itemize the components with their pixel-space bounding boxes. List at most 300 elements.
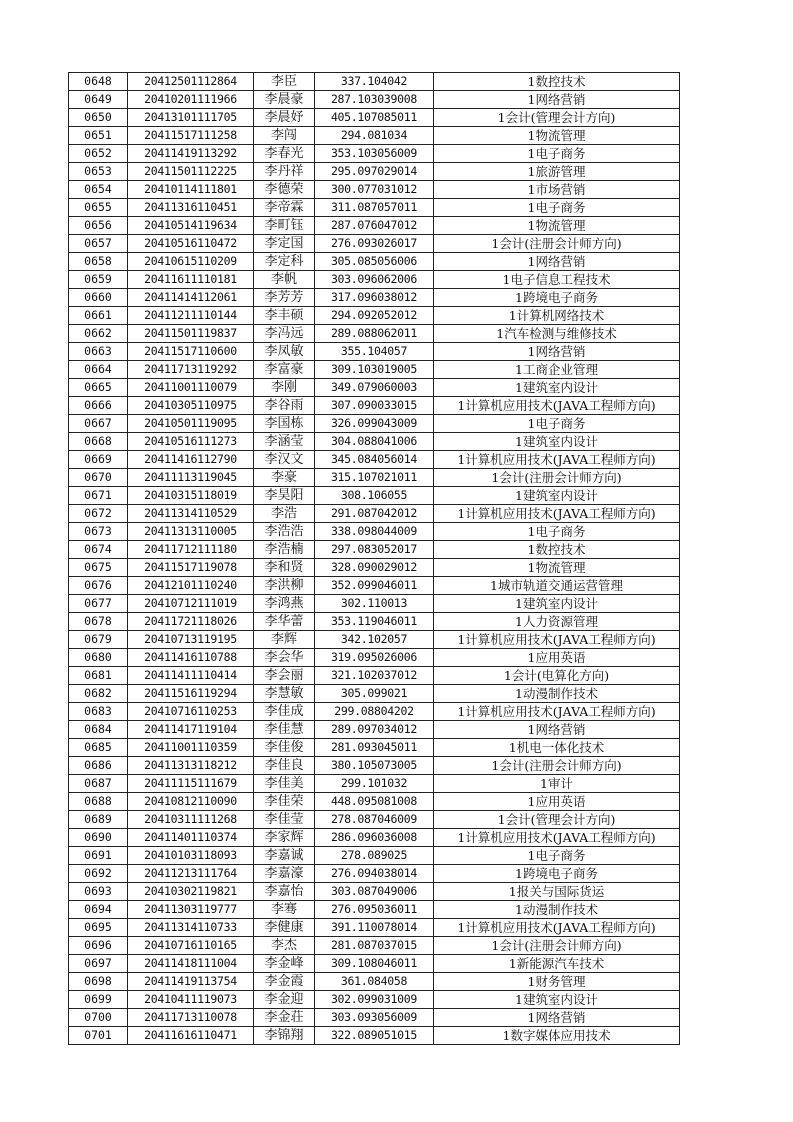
major-cell: 1电子商务 [434, 847, 680, 865]
row-number-cell: 0665 [69, 379, 128, 397]
candidate-id-cell: 20410812110090 [128, 793, 254, 811]
student-name-cell: 李嘉诚 [254, 847, 315, 865]
row-number-cell: 0690 [69, 829, 128, 847]
score-cell: 295.097029014 [315, 163, 434, 181]
row-number-cell: 0691 [69, 847, 128, 865]
candidate-id-cell: 20411113119045 [128, 469, 254, 487]
student-name-cell: 李丹祥 [254, 163, 315, 181]
student-name-cell: 李富豪 [254, 361, 315, 379]
major-cell: 1物流管理 [434, 559, 680, 577]
score-cell: 276.094038014 [315, 865, 434, 883]
student-name-cell: 李町钰 [254, 217, 315, 235]
row-number-cell: 0659 [69, 271, 128, 289]
student-name-cell: 李帆 [254, 271, 315, 289]
row-number-cell: 0701 [69, 1027, 128, 1045]
student-name-cell: 李臣 [254, 73, 315, 91]
row-number-cell: 0687 [69, 775, 128, 793]
major-cell: 1建筑室内设计 [434, 433, 680, 451]
row-number-cell: 0686 [69, 757, 128, 775]
row-number-cell: 0662 [69, 325, 128, 343]
score-cell: 278.089025 [315, 847, 434, 865]
candidate-id-cell: 20410716110165 [128, 937, 254, 955]
student-name-cell: 李春光 [254, 145, 315, 163]
row-number-cell: 0696 [69, 937, 128, 955]
major-cell: 1会计(管理会计方向) [434, 811, 680, 829]
candidate-id-cell: 20411501112225 [128, 163, 254, 181]
row-number-cell: 0666 [69, 397, 128, 415]
table-row [69, 91, 680, 109]
row-number-cell: 0674 [69, 541, 128, 559]
candidate-id-cell: 20410114111801 [128, 181, 254, 199]
student-name-cell: 李鸿燕 [254, 595, 315, 613]
student-name-cell: 李丰硕 [254, 307, 315, 325]
major-cell: 1电子商务 [434, 415, 680, 433]
table-row [69, 559, 680, 577]
candidate-id-cell: 20411517119078 [128, 559, 254, 577]
table-row [69, 451, 680, 469]
student-name-cell: 李浩 [254, 505, 315, 523]
row-number-cell: 0692 [69, 865, 128, 883]
score-cell: 302.099031009 [315, 991, 434, 1009]
table-row [69, 325, 680, 343]
table-row [69, 721, 680, 739]
table-row [69, 145, 680, 163]
table-row [69, 505, 680, 523]
major-cell: 1应用英语 [434, 649, 680, 667]
student-name-cell: 李谷雨 [254, 397, 315, 415]
student-name-cell: 李德荣 [254, 181, 315, 199]
table-row [69, 415, 680, 433]
table-row [69, 739, 680, 757]
candidate-id-cell: 20412101110240 [128, 577, 254, 595]
table-row [69, 577, 680, 595]
row-number-cell: 0651 [69, 127, 128, 145]
score-cell: 338.098044009 [315, 523, 434, 541]
major-cell: 1新能源汽车技术 [434, 955, 680, 973]
major-cell: 1会计(注册会计师方向) [434, 757, 680, 775]
table-row [69, 865, 680, 883]
candidate-id-cell: 20410501119095 [128, 415, 254, 433]
candidate-id-cell: 20410103118093 [128, 847, 254, 865]
score-cell: 294.092052012 [315, 307, 434, 325]
table-row [69, 775, 680, 793]
table-row [69, 523, 680, 541]
row-number-cell: 0658 [69, 253, 128, 271]
major-cell: 1网络营销 [434, 721, 680, 739]
score-cell: 281.093045011 [315, 739, 434, 757]
student-name-cell: 李佳荣 [254, 793, 315, 811]
major-cell: 1会计(管理会计方向) [434, 109, 680, 127]
candidate-id-cell: 20410311111268 [128, 811, 254, 829]
score-cell: 305.099021 [315, 685, 434, 703]
student-name-cell: 李豪 [254, 469, 315, 487]
row-number-cell: 0655 [69, 199, 128, 217]
candidate-id-cell: 20411401110374 [128, 829, 254, 847]
row-number-cell: 0678 [69, 613, 128, 631]
candidate-id-cell: 20411001110079 [128, 379, 254, 397]
table-row [69, 595, 680, 613]
score-cell: 304.088041006 [315, 433, 434, 451]
student-name-cell: 李定国 [254, 235, 315, 253]
student-name-cell: 李金霞 [254, 973, 315, 991]
student-name-cell: 李浩楠 [254, 541, 315, 559]
candidate-id-cell: 20411211110144 [128, 307, 254, 325]
major-cell: 1跨境电子商务 [434, 289, 680, 307]
score-cell: 353.103056009 [315, 145, 434, 163]
student-name-cell: 李和贤 [254, 559, 315, 577]
table-body [69, 73, 680, 1045]
row-number-cell: 0685 [69, 739, 128, 757]
candidate-id-cell: 20411517111258 [128, 127, 254, 145]
score-cell: 309.108046011 [315, 955, 434, 973]
score-cell: 286.096036008 [315, 829, 434, 847]
row-number-cell: 0654 [69, 181, 128, 199]
major-cell: 1会计(注册会计师方向) [434, 469, 680, 487]
candidate-id-cell: 20413101111705 [128, 109, 254, 127]
student-name-cell: 李凤敏 [254, 343, 315, 361]
table-row [69, 883, 680, 901]
student-name-cell: 李嘉怡 [254, 883, 315, 901]
score-cell: 281.087037015 [315, 937, 434, 955]
score-cell: 303.093056009 [315, 1009, 434, 1027]
student-name-cell: 李晨豪 [254, 91, 315, 109]
row-number-cell: 0699 [69, 991, 128, 1009]
table-row [69, 955, 680, 973]
table-row [69, 73, 680, 91]
major-cell: 1计算机应用技术(JAVA工程师方向) [434, 703, 680, 721]
candidate-id-cell: 20410516111273 [128, 433, 254, 451]
table-row [69, 631, 680, 649]
major-cell: 1计算机应用技术(JAVA工程师方向) [434, 505, 680, 523]
candidate-id-cell: 20411314110529 [128, 505, 254, 523]
candidate-id-cell: 20411411110414 [128, 667, 254, 685]
student-name-cell: 李辉 [254, 631, 315, 649]
table-row [69, 991, 680, 1009]
major-cell: 1网络营销 [434, 253, 680, 271]
score-cell: 289.097034012 [315, 721, 434, 739]
table-row [69, 289, 680, 307]
table-row [69, 217, 680, 235]
candidate-id-cell: 20410315118019 [128, 487, 254, 505]
candidate-id-cell: 20411418111004 [128, 955, 254, 973]
major-cell: 1应用英语 [434, 793, 680, 811]
major-cell: 1报关与国际货运 [434, 883, 680, 901]
student-name-cell: 李佳良 [254, 757, 315, 775]
score-cell: 322.089051015 [315, 1027, 434, 1045]
table-row [69, 685, 680, 703]
score-cell: 315.107021011 [315, 469, 434, 487]
major-cell: 1人力资源管理 [434, 613, 680, 631]
major-cell: 1城市轨道交通运营管理 [434, 577, 680, 595]
candidate-id-cell: 20411001110359 [128, 739, 254, 757]
table-row [69, 793, 680, 811]
candidate-id-cell: 20411417119104 [128, 721, 254, 739]
candidate-id-cell: 20411314110733 [128, 919, 254, 937]
row-number-cell: 0695 [69, 919, 128, 937]
student-name-cell: 李洪柳 [254, 577, 315, 595]
candidate-id-cell: 20411313110005 [128, 523, 254, 541]
candidate-id-cell: 20411213111764 [128, 865, 254, 883]
table-row [69, 379, 680, 397]
student-name-cell: 李刚 [254, 379, 315, 397]
major-cell: 1数控技术 [434, 73, 680, 91]
row-number-cell: 0700 [69, 1009, 128, 1027]
student-name-cell: 李佳美 [254, 775, 315, 793]
major-cell: 1计算机应用技术(JAVA工程师方向) [434, 829, 680, 847]
table-row [69, 847, 680, 865]
table-row [69, 811, 680, 829]
table-row [69, 235, 680, 253]
major-cell: 1财务管理 [434, 973, 680, 991]
candidate-id-cell: 20411712111180 [128, 541, 254, 559]
table-row [69, 253, 680, 271]
row-number-cell: 0684 [69, 721, 128, 739]
score-cell: 294.081034 [315, 127, 434, 145]
table-row [69, 343, 680, 361]
candidate-id-cell: 20411303119777 [128, 901, 254, 919]
score-cell: 319.095026006 [315, 649, 434, 667]
candidate-id-cell: 20411611110181 [128, 271, 254, 289]
row-number-cell: 0668 [69, 433, 128, 451]
student-name-cell: 李汉文 [254, 451, 315, 469]
student-name-cell: 李闯 [254, 127, 315, 145]
table-row [69, 613, 680, 631]
score-cell: 326.099043009 [315, 415, 434, 433]
row-number-cell: 0673 [69, 523, 128, 541]
score-cell: 287.076047012 [315, 217, 434, 235]
student-name-cell: 李晨妤 [254, 109, 315, 127]
score-cell: 311.087057011 [315, 199, 434, 217]
score-cell: 448.095081008 [315, 793, 434, 811]
score-cell: 307.090033015 [315, 397, 434, 415]
table-row [69, 487, 680, 505]
candidate-id-cell: 20411419113754 [128, 973, 254, 991]
row-number-cell: 0669 [69, 451, 128, 469]
table-row [69, 829, 680, 847]
table-row [69, 703, 680, 721]
major-cell: 1建筑室内设计 [434, 487, 680, 505]
major-cell: 1数控技术 [434, 541, 680, 559]
candidate-id-cell: 20411416110788 [128, 649, 254, 667]
major-cell: 1物流管理 [434, 127, 680, 145]
table-row [69, 397, 680, 415]
student-name-cell: 李佳慧 [254, 721, 315, 739]
student-name-cell: 李佳俊 [254, 739, 315, 757]
major-cell: 1会计(注册会计师方向) [434, 235, 680, 253]
row-number-cell: 0671 [69, 487, 128, 505]
major-cell: 1电子商务 [434, 199, 680, 217]
score-cell: 355.104057 [315, 343, 434, 361]
table-row [69, 181, 680, 199]
student-name-cell: 李涵莹 [254, 433, 315, 451]
major-cell: 1计算机应用技术(JAVA工程师方向) [434, 631, 680, 649]
major-cell: 1计算机网络技术 [434, 307, 680, 325]
student-name-cell: 李家辉 [254, 829, 315, 847]
candidate-id-cell: 20411316110451 [128, 199, 254, 217]
score-cell: 303.096062006 [315, 271, 434, 289]
major-cell: 1跨境电子商务 [434, 865, 680, 883]
score-cell: 299.101032 [315, 775, 434, 793]
student-name-cell: 李帝霖 [254, 199, 315, 217]
major-cell: 1旅游管理 [434, 163, 680, 181]
score-cell: 337.104042 [315, 73, 434, 91]
student-name-cell: 李冯远 [254, 325, 315, 343]
candidate-id-cell: 20411501119837 [128, 325, 254, 343]
major-cell: 1建筑室内设计 [434, 595, 680, 613]
score-cell: 405.107085011 [315, 109, 434, 127]
candidate-id-cell: 20411713119292 [128, 361, 254, 379]
candidate-id-cell: 20411517110600 [128, 343, 254, 361]
major-cell: 1工商企业管理 [434, 361, 680, 379]
student-name-cell: 李定科 [254, 253, 315, 271]
score-cell: 309.103019005 [315, 361, 434, 379]
student-name-cell: 李慧敏 [254, 685, 315, 703]
candidate-id-cell: 20410712111019 [128, 595, 254, 613]
score-cell: 308.106055 [315, 487, 434, 505]
major-cell: 1物流管理 [434, 217, 680, 235]
candidate-id-cell: 20411313118212 [128, 757, 254, 775]
score-cell: 287.103039008 [315, 91, 434, 109]
row-number-cell: 0672 [69, 505, 128, 523]
score-cell: 302.110013 [315, 595, 434, 613]
candidate-id-cell: 20412501112864 [128, 73, 254, 91]
candidate-id-cell: 20411516119294 [128, 685, 254, 703]
row-number-cell: 0683 [69, 703, 128, 721]
row-number-cell: 0681 [69, 667, 128, 685]
student-name-cell: 李杰 [254, 937, 315, 955]
candidate-id-cell: 20410305110975 [128, 397, 254, 415]
table-row [69, 1009, 680, 1027]
candidate-id-cell: 20411713110078 [128, 1009, 254, 1027]
student-name-cell: 李国栋 [254, 415, 315, 433]
score-cell: 345.084056014 [315, 451, 434, 469]
candidate-id-cell: 20411414112061 [128, 289, 254, 307]
student-name-cell: 李骞 [254, 901, 315, 919]
major-cell: 1机电一体化技术 [434, 739, 680, 757]
table-row [69, 667, 680, 685]
row-number-cell: 0664 [69, 361, 128, 379]
table-row [69, 901, 680, 919]
row-number-cell: 0649 [69, 91, 128, 109]
row-number-cell: 0688 [69, 793, 128, 811]
score-cell: 289.088062011 [315, 325, 434, 343]
table-row [69, 361, 680, 379]
major-cell: 1网络营销 [434, 1009, 680, 1027]
score-cell: 353.119046011 [315, 613, 434, 631]
table-row [69, 937, 680, 955]
candidate-id-cell: 20410411119073 [128, 991, 254, 1009]
major-cell: 1数字媒体应用技术 [434, 1027, 680, 1045]
table-row [69, 649, 680, 667]
candidate-id-cell: 20410516110472 [128, 235, 254, 253]
major-cell: 1动漫制作技术 [434, 901, 680, 919]
row-number-cell: 0663 [69, 343, 128, 361]
row-number-cell: 0652 [69, 145, 128, 163]
score-cell: 352.099046011 [315, 577, 434, 595]
table-row [69, 199, 680, 217]
major-cell: 1会计(电算化方向) [434, 667, 680, 685]
student-name-cell: 李金峰 [254, 955, 315, 973]
row-number-cell: 0689 [69, 811, 128, 829]
score-cell: 349.079060003 [315, 379, 434, 397]
student-name-cell: 李华蕾 [254, 613, 315, 631]
row-number-cell: 0698 [69, 973, 128, 991]
row-number-cell: 0693 [69, 883, 128, 901]
student-name-cell: 李健康 [254, 919, 315, 937]
score-cell: 321.102037012 [315, 667, 434, 685]
candidate-id-cell: 20410713119195 [128, 631, 254, 649]
student-name-cell: 李金迎 [254, 991, 315, 1009]
score-cell: 328.090029012 [315, 559, 434, 577]
candidate-id-cell: 20410201111966 [128, 91, 254, 109]
table-row [69, 757, 680, 775]
row-number-cell: 0697 [69, 955, 128, 973]
major-cell: 1汽车检测与维修技术 [434, 325, 680, 343]
major-cell: 1计算机应用技术(JAVA工程师方向) [434, 397, 680, 415]
row-number-cell: 0676 [69, 577, 128, 595]
student-name-cell: 李嘉濠 [254, 865, 315, 883]
table-row [69, 127, 680, 145]
major-cell: 1建筑室内设计 [434, 379, 680, 397]
candidate-id-cell: 20410716110253 [128, 703, 254, 721]
score-cell: 317.096038012 [315, 289, 434, 307]
score-cell: 303.087049006 [315, 883, 434, 901]
admission-list-table [68, 72, 680, 1045]
table-row [69, 163, 680, 181]
student-name-cell: 李会丽 [254, 667, 315, 685]
candidate-id-cell: 20411419113292 [128, 145, 254, 163]
row-number-cell: 0675 [69, 559, 128, 577]
score-cell: 278.087046009 [315, 811, 434, 829]
score-cell: 276.095036011 [315, 901, 434, 919]
major-cell: 1建筑室内设计 [434, 991, 680, 1009]
row-number-cell: 0680 [69, 649, 128, 667]
student-name-cell: 李浩浩 [254, 523, 315, 541]
candidate-id-cell: 20411616110471 [128, 1027, 254, 1045]
major-cell: 1计算机应用技术(JAVA工程师方向) [434, 919, 680, 937]
row-number-cell: 0660 [69, 289, 128, 307]
table-row [69, 919, 680, 937]
row-number-cell: 0679 [69, 631, 128, 649]
score-cell: 305.085056006 [315, 253, 434, 271]
major-cell: 1电子商务 [434, 523, 680, 541]
table-row [69, 271, 680, 289]
score-cell: 391.110078014 [315, 919, 434, 937]
score-cell: 300.077031012 [315, 181, 434, 199]
table-row [69, 973, 680, 991]
student-name-cell: 李昊阳 [254, 487, 315, 505]
score-cell: 361.084058 [315, 973, 434, 991]
major-cell: 1网络营销 [434, 343, 680, 361]
student-name-cell: 李佳成 [254, 703, 315, 721]
score-cell: 297.083052017 [315, 541, 434, 559]
major-cell: 1计算机应用技术(JAVA工程师方向) [434, 451, 680, 469]
row-number-cell: 0677 [69, 595, 128, 613]
candidate-id-cell: 20411721118026 [128, 613, 254, 631]
candidate-id-cell: 20410615110209 [128, 253, 254, 271]
table-row [69, 307, 680, 325]
row-number-cell: 0682 [69, 685, 128, 703]
table-row [69, 433, 680, 451]
table-row [69, 1027, 680, 1045]
major-cell: 1电子商务 [434, 145, 680, 163]
candidate-id-cell: 20411416112790 [128, 451, 254, 469]
table-row [69, 109, 680, 127]
candidate-id-cell: 20410514119634 [128, 217, 254, 235]
student-name-cell: 李锦翔 [254, 1027, 315, 1045]
student-name-cell: 李金荘 [254, 1009, 315, 1027]
row-number-cell: 0657 [69, 235, 128, 253]
